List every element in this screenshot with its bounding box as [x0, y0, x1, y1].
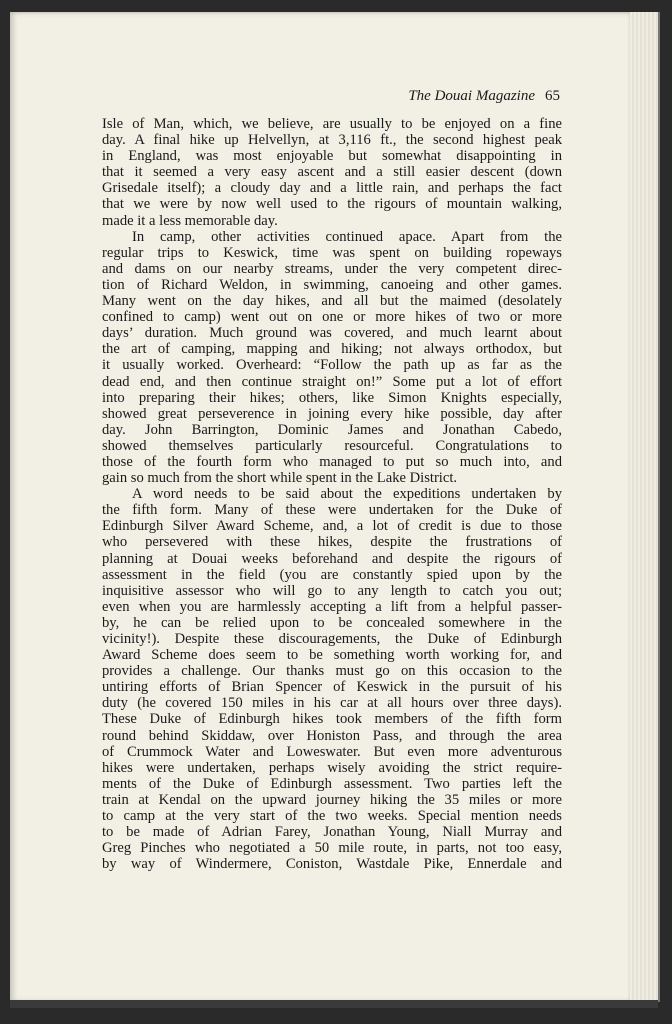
text-line: inquisitive assessor who will go to any length to catch you out; [102, 582, 562, 599]
text-line: Grisedale itself); a cloudy day and a little rain, and perhaps the fact [102, 180, 562, 197]
text-line: showed themselves particularly resourceful. Congratulations to [102, 437, 562, 454]
text-line: that we were by now well used to the rigours of mountain walking, [102, 196, 562, 213]
text-line: days’ duration. Much ground was covered, and much learnt about [102, 325, 562, 342]
text-line: hikes were undertaken, perhaps wisely avoiding the strict require- [102, 759, 562, 776]
text-line: untiring efforts of Brian Spencer of Keswick in the pursuit of his [102, 679, 562, 696]
text-line: In camp, other activities continued apace. Apart from the [132, 228, 562, 245]
text-line: the fifth form. Many of these were undertaken for the Duke of [102, 502, 562, 519]
text-line: train at Kendal on the upward journey hiking the 35 miles or more [102, 791, 562, 808]
text-line: in England, was most enjoyable but somewhat disappointing in [102, 148, 562, 165]
text-line: it usually worked. Overheard: “Follow the path up as far as the [102, 357, 562, 374]
text-line: dead end, and then continue straight on!” Some put a lot of effort [102, 373, 562, 390]
text-line: vicinity!). Despite these discouragements, the Duke of Edinburgh [102, 631, 562, 647]
text-line: tion of Richard Weldon, in swimming, canoeing and other games. [102, 276, 562, 293]
text-line: ments of the Duke of Edinburgh assessment. Two parties left the [102, 775, 562, 792]
magazine-title: The Douai Magazine [408, 88, 535, 104]
text-line: confined to camp) went out on one or more hikes of two or more [102, 309, 562, 326]
text-line: Award Scheme does seem to be something worth working for, and [102, 647, 562, 664]
book-page [10, 12, 632, 1002]
text-line: duty (he covered 150 miles in his car at all hours over three days). [102, 695, 562, 712]
text-line: provides a challenge. Our thanks must go on this occasion to the [102, 663, 562, 680]
text-line: These Duke of Edinburgh hikes took members of the fifth form [102, 711, 562, 728]
text-line: gain so much from the short while spent in the Lake District. [102, 470, 458, 487]
text-line: day. John Barrington, Dominic James and Jonathan Cabedo, [102, 421, 562, 438]
text-line: into preparing their hikes; others, like Simon Knights especially, [102, 389, 562, 406]
page-number: 65 [545, 88, 560, 104]
text-line: Edinburgh Silver Award Scheme, and, a lot of credit is due to those [102, 518, 562, 535]
text-line: even when you are harmlessly accepting a lift from a helpful passer- [102, 598, 562, 615]
text-line: planning at Douai weeks beforehand and despite the rigours of [102, 550, 562, 567]
text-line: by, he can be relied upon to be concealed somewhere in the [102, 614, 562, 631]
text-line: Greg Pinches who negotiated a 50 mile route, in parts, not too easy, [102, 840, 562, 857]
text-line: to be made of Adrian Farey, Jonathan Young, Niall Murray and [102, 824, 562, 841]
text-line: day. A final hike up Helvellyn, at 3,116 ft., the second highest peak [102, 132, 562, 149]
text-line: made it a less memorable day. [102, 212, 278, 229]
text-line: of Crummock Water and Loweswater. But even more adventurous [102, 743, 562, 760]
book-bottom-edge [10, 1000, 658, 1008]
text-line: to camp at the very start of the two weeks. Special mention needs [102, 808, 562, 825]
text-line: assessment in the field (you are constantly spied upon by the [102, 566, 562, 583]
text-line: who persevered with these hikes, despite the frustrations of [102, 534, 562, 551]
running-header [10, 88, 560, 105]
paragraph [102, 116, 562, 229]
text-line: regular trips to Keswick, time was spent on building ropeways [102, 244, 562, 261]
text-line: Many went on the day hikes, and all but the maimed (desolately [102, 293, 562, 310]
text-line: round behind Skiddaw, over Honiston Pass, and through the area [102, 727, 562, 744]
text-line: Isle of Man, which, we believe, are usually to be enjoyed on a fine [102, 116, 562, 132]
text-line: that it seemed a very easy ascent and a still easier descent (down [102, 164, 562, 181]
article-body [102, 116, 562, 872]
page-stack-edge [630, 12, 660, 1002]
text-line: showed great perseverence in joining every hike possible, day after [102, 405, 562, 422]
text-line: by way of Windermere, Coniston, Wastdale Pike, Ennerdale and [102, 856, 562, 873]
paragraph [102, 229, 562, 487]
paragraph [102, 486, 562, 872]
text-line: the art of camping, mapping and hiking; not always orthodox, but [102, 341, 562, 358]
text-line: and dams on our nearby streams, under the very competent direc- [102, 260, 562, 277]
text-line: A word needs to be said about the expeditions undertaken by [132, 486, 562, 503]
text-line: those of the fourth form who managed to put so much into, and [102, 453, 562, 470]
